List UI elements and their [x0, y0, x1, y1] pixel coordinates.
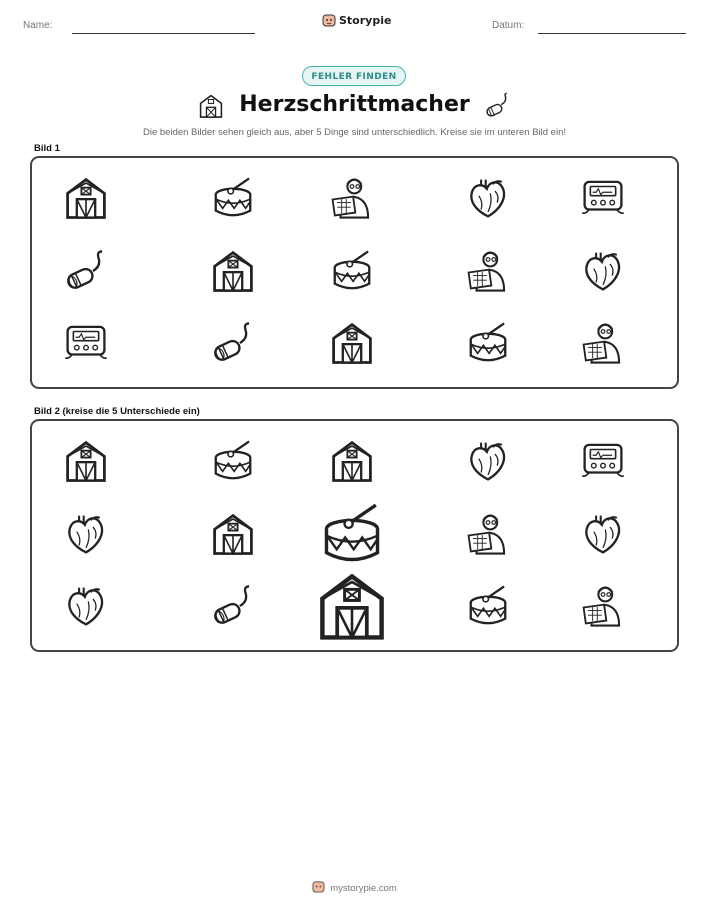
doctor-icon[interactable] — [465, 511, 511, 557]
barn-icon[interactable] — [329, 438, 375, 484]
doctor-icon — [580, 320, 626, 366]
heart-icon[interactable] — [63, 583, 109, 629]
page-title: Herzschrittmacher — [239, 92, 470, 117]
monitor-icon — [63, 320, 109, 366]
drum-icon — [329, 248, 375, 294]
barn-icon — [63, 175, 109, 221]
drum-icon — [210, 175, 256, 221]
picture2-panel[interactable] — [30, 419, 679, 652]
pacemaker-icon — [480, 92, 514, 124]
barn-icon — [210, 248, 256, 294]
barn-icon[interactable] — [210, 511, 256, 557]
storypie-mascot-icon — [322, 13, 336, 27]
monitor-icon — [580, 175, 626, 221]
date-line[interactable] — [538, 33, 686, 34]
drum-icon[interactable] — [210, 438, 256, 484]
heart-icon[interactable] — [465, 438, 511, 484]
pacemaker-icon — [63, 248, 109, 294]
storypie-logo — [322, 13, 391, 27]
heart-icon — [465, 175, 511, 221]
drum-icon — [465, 320, 511, 366]
monitor-icon[interactable] — [580, 438, 626, 484]
picture1-panel — [30, 156, 679, 389]
picture1-label: Bild 1 — [34, 143, 60, 154]
doctor-icon — [465, 248, 511, 294]
doctor-icon[interactable] — [580, 583, 626, 629]
instructions: Die beiden Bilder sehen gleich aus, aber 5 Dinge sind unterschiedlich. Kreise sie im unteren Bild ein! — [143, 127, 566, 138]
name-label: Name: — [23, 20, 53, 31]
footer-site: mystorypie.com — [330, 882, 397, 894]
pacemaker-icon — [210, 320, 256, 366]
brand-name: Storypie — [339, 13, 392, 27]
heart-icon — [580, 248, 626, 294]
name-line[interactable] — [72, 33, 255, 34]
drum-icon[interactable] — [318, 500, 386, 568]
heart-icon[interactable] — [580, 511, 626, 557]
barn-icon — [329, 320, 375, 366]
doctor-icon — [329, 175, 375, 221]
picture2-label: Bild 2 (kreise die 5 Unterschiede ein) — [34, 406, 200, 417]
barn-icon[interactable] — [315, 569, 389, 643]
storypie-mascot-icon — [312, 880, 325, 896]
heart-icon[interactable] — [63, 511, 109, 557]
footer — [0, 880, 709, 896]
pacemaker-icon[interactable] — [210, 583, 256, 629]
drum-icon[interactable] — [465, 583, 511, 629]
barn-icon[interactable] — [63, 438, 109, 484]
worksheet-type-badge: FEHLER FINDEN — [302, 66, 406, 86]
date-label: Datum: — [492, 20, 525, 31]
